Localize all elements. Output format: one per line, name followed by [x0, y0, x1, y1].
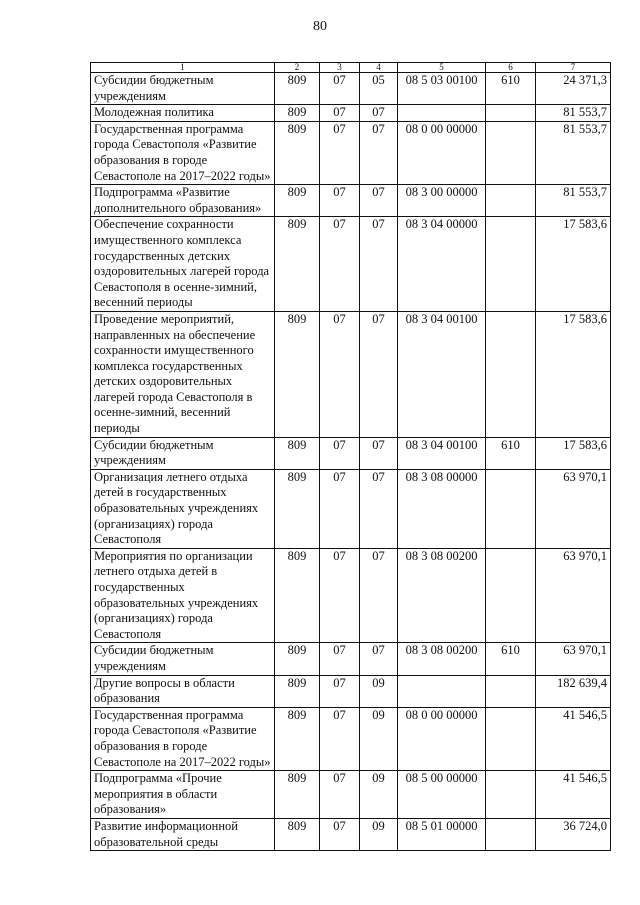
- row-c4: 07: [360, 185, 398, 217]
- row-c7: 81 553,7: [536, 121, 611, 184]
- header-cell: 3: [320, 63, 360, 73]
- row-name: Субсидии бюджетным учреждениям: [91, 643, 275, 675]
- row-c4: 07: [360, 548, 398, 643]
- header-cell: 1: [91, 63, 275, 73]
- row-c6: [486, 818, 536, 850]
- budget-table: [90, 62, 611, 851]
- row-c4: 09: [360, 707, 398, 770]
- header-cell: 5: [398, 63, 486, 73]
- row-c3: 07: [320, 818, 360, 850]
- row-c7: 36 724,0: [536, 818, 611, 850]
- row-c3: 07: [320, 707, 360, 770]
- row-c2: 809: [275, 437, 320, 469]
- header-cell: 6: [486, 63, 536, 73]
- row-c2: 809: [275, 105, 320, 122]
- row-c2: 809: [275, 548, 320, 643]
- row-c2: 809: [275, 707, 320, 770]
- row-c3: 07: [320, 469, 360, 548]
- row-name: Субсидии бюджетным учреждениям: [91, 73, 275, 105]
- row-name: Субсидии бюджетным учреждениям: [91, 437, 275, 469]
- row-c7: 63 970,1: [536, 548, 611, 643]
- row-c6: [486, 311, 536, 437]
- row-c4: 07: [360, 643, 398, 675]
- row-c3: 07: [320, 105, 360, 122]
- row-c2: 809: [275, 675, 320, 707]
- row-c2: 809: [275, 73, 320, 105]
- row-name: Проведение мероприятий, направленных на обеспечение сохранности имущественного комплекса государственных детских оздоровительных лагерей города Севастополя в осенне-зимний, весенний периоды: [91, 311, 275, 437]
- row-c7: 17 583,6: [536, 217, 611, 312]
- table-row: [91, 105, 611, 122]
- row-name: Обеспечение сохранности имущественного комплекса государственных детских оздоровительных лагерей города Севастополя в осенне-зимний, весенний периоды: [91, 217, 275, 312]
- row-c7: 17 583,6: [536, 437, 611, 469]
- table-row: [91, 217, 611, 312]
- row-c2: 809: [275, 469, 320, 548]
- row-c4: 09: [360, 818, 398, 850]
- row-c5: 08 3 00 00000: [398, 185, 486, 217]
- row-c3: 07: [320, 121, 360, 184]
- row-c6: 610: [486, 437, 536, 469]
- header-row: [91, 63, 611, 73]
- table-row: [91, 311, 611, 437]
- row-c4: 05: [360, 73, 398, 105]
- row-c3: 07: [320, 771, 360, 819]
- table-row: [91, 437, 611, 469]
- row-c5: [398, 105, 486, 122]
- row-c7: 81 553,7: [536, 105, 611, 122]
- row-c6: 610: [486, 643, 536, 675]
- row-c4: 09: [360, 771, 398, 819]
- row-c6: [486, 548, 536, 643]
- row-c5: 08 0 00 00000: [398, 121, 486, 184]
- page-number: 80: [313, 19, 327, 34]
- table-row: [91, 185, 611, 217]
- row-c6: [486, 675, 536, 707]
- row-c4: 07: [360, 437, 398, 469]
- header-cell: 4: [360, 63, 398, 73]
- row-c2: 809: [275, 643, 320, 675]
- row-c5: 08 3 04 00000: [398, 217, 486, 312]
- table-row: [91, 707, 611, 770]
- row-c5: 08 3 08 00200: [398, 548, 486, 643]
- table-row: [91, 643, 611, 675]
- row-c6: [486, 771, 536, 819]
- row-c6: [486, 469, 536, 548]
- row-c7: 41 546,5: [536, 707, 611, 770]
- row-c2: 809: [275, 311, 320, 437]
- row-c2: 809: [275, 121, 320, 184]
- table-row: [91, 818, 611, 850]
- table-row: [91, 121, 611, 184]
- row-c5: 08 5 03 00100: [398, 73, 486, 105]
- row-c6: [486, 121, 536, 184]
- row-c3: 07: [320, 185, 360, 217]
- row-c4: 07: [360, 217, 398, 312]
- row-c2: 809: [275, 185, 320, 217]
- row-c4: 09: [360, 675, 398, 707]
- row-name: Государственная программа города Севастополя «Развитие образования в городе Севастополе на 2017–2022 годы»: [91, 121, 275, 184]
- row-c2: 809: [275, 818, 320, 850]
- row-c6: [486, 707, 536, 770]
- row-c3: 07: [320, 675, 360, 707]
- table-row: [91, 73, 611, 105]
- row-c5: 08 5 00 00000: [398, 771, 486, 819]
- row-c5: 08 3 04 00100: [398, 311, 486, 437]
- table-row: [91, 675, 611, 707]
- row-name: Подпрограмма «Прочие мероприятия в области образования»: [91, 771, 275, 819]
- row-name: Другие вопросы в области образования: [91, 675, 275, 707]
- row-c7: 24 371,3: [536, 73, 611, 105]
- row-name: Развитие информационной образовательной среды: [91, 818, 275, 850]
- row-c2: 809: [275, 217, 320, 312]
- row-c5: 08 3 08 00000: [398, 469, 486, 548]
- table-row: [91, 469, 611, 548]
- row-c7: 63 970,1: [536, 643, 611, 675]
- row-c4: 07: [360, 469, 398, 548]
- row-c4: 07: [360, 311, 398, 437]
- row-c2: 809: [275, 771, 320, 819]
- row-c5: [398, 675, 486, 707]
- row-c7: 182 639,4: [536, 675, 611, 707]
- row-c4: 07: [360, 105, 398, 122]
- row-c6: [486, 217, 536, 312]
- row-c3: 07: [320, 217, 360, 312]
- row-c7: 41 546,5: [536, 771, 611, 819]
- header-cell: 2: [275, 63, 320, 73]
- row-c3: 07: [320, 73, 360, 105]
- table-row: [91, 548, 611, 643]
- row-name: Мероприятия по организации летнего отдыха детей в государственных образовательных учреждениях (организациях) города Севастополя: [91, 548, 275, 643]
- row-c6: 610: [486, 73, 536, 105]
- header-cell: 7: [536, 63, 611, 73]
- row-name: Подпрограмма «Развитие дополнительного образования»: [91, 185, 275, 217]
- row-c5: 08 3 08 00200: [398, 643, 486, 675]
- row-c6: [486, 185, 536, 217]
- row-c3: 07: [320, 643, 360, 675]
- row-c4: 07: [360, 121, 398, 184]
- row-c3: 07: [320, 548, 360, 643]
- row-c6: [486, 105, 536, 122]
- row-c7: 63 970,1: [536, 469, 611, 548]
- row-name: Молодежная политика: [91, 105, 275, 122]
- row-c7: 17 583,6: [536, 311, 611, 437]
- row-c5: 08 0 00 00000: [398, 707, 486, 770]
- row-c5: 08 5 01 00000: [398, 818, 486, 850]
- row-name: Организация летнего отдыха детей в государственных образовательных учреждениях (организациях) города Севастополя: [91, 469, 275, 548]
- row-c5: 08 3 04 00100: [398, 437, 486, 469]
- row-c7: 81 553,7: [536, 185, 611, 217]
- row-c3: 07: [320, 437, 360, 469]
- table-row: [91, 771, 611, 819]
- row-c3: 07: [320, 311, 360, 437]
- row-name: Государственная программа города Севастополя «Развитие образования в городе Севастополе на 2017–2022 годы»: [91, 707, 275, 770]
